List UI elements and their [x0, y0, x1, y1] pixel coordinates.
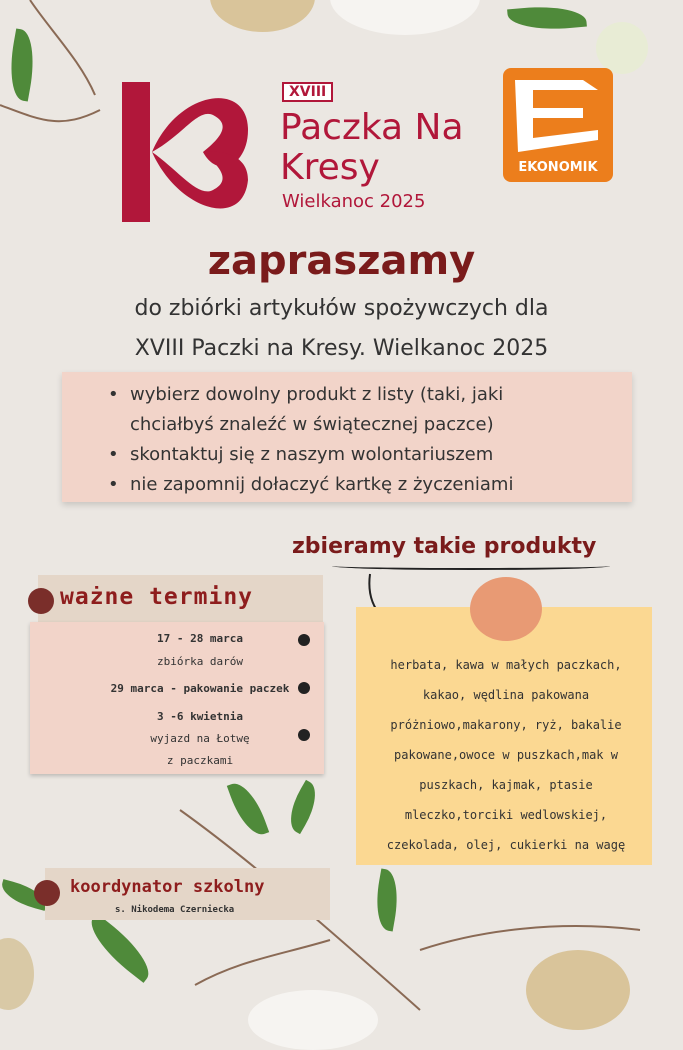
term-date: 3 -6 kwietnia	[156, 710, 244, 723]
product-line: herbata, kawa w małych paczkach,	[390, 658, 622, 672]
product-line: mleczko,torciki wedlowskiej,	[404, 808, 608, 822]
product-line: puszkach, kajmak, ptasie	[419, 778, 593, 792]
product-line: kakao, wędlina pakowana	[422, 688, 590, 702]
ekonomik-label: EKONOMIK	[518, 160, 598, 175]
step-item: • wybierz dowolny produkt z listy (taki, jaki	[108, 380, 628, 410]
intro-line-2: XVIII Paczki na Kresy. Wielkanoc 2025	[134, 336, 549, 361]
terms-panel	[30, 622, 324, 774]
coordinator-dot-icon	[34, 880, 60, 906]
campaign-title	[280, 108, 480, 188]
product-line: czekolada, olej, cukierki na wagę	[386, 838, 626, 852]
product-line: próżniowo,makarony, ryż, bakalie	[390, 718, 622, 732]
step-item: • skontaktuj się z naszym wolontariuszem	[108, 440, 628, 470]
ekonomik-e-icon	[503, 68, 613, 158]
campaign-title-text: Paczka Na Kresy	[280, 107, 464, 188]
edition-badge: XVIII	[282, 82, 333, 102]
bullet-icon	[298, 729, 310, 741]
products-list	[366, 650, 646, 860]
coordinator-name: s. Nikodema Czerniecka	[115, 905, 235, 915]
step-item: • nie zapomnij dołaczyć kartkę z życzeniami	[108, 470, 628, 500]
steps-list	[108, 380, 628, 500]
term-desc: wyjazd na Łotwę	[150, 732, 250, 745]
coordinator-heading: koordynator szkolny	[70, 877, 265, 897]
terms-heading: ważne terminy	[60, 584, 254, 610]
products-underline	[332, 562, 610, 570]
term-desc: zbiórka darów	[156, 655, 244, 668]
products-decoration-dot	[470, 577, 542, 641]
terms-dot-icon	[28, 588, 54, 614]
products-heading: zbieramy takie produkty	[292, 534, 597, 559]
term-date: 29 marca - pakowanie paczek	[110, 682, 290, 695]
intro-line-1: do zbiórki artykułów spożywczych dla	[134, 296, 549, 321]
bullet-icon	[298, 634, 310, 646]
product-line: pakowane,owoce w puszkach,mak w	[394, 748, 618, 762]
term-date: 17 - 28 marca	[156, 632, 244, 645]
paczka-logo-icon	[118, 80, 258, 230]
step-item-continuation: chciałbyś znaleźć w świątecznej paczce)	[130, 414, 494, 435]
main-heading: zapraszamy	[207, 238, 476, 284]
bullet-icon	[298, 682, 310, 694]
term-desc: z paczkami	[166, 754, 234, 767]
campaign-subtitle: Wielkanoc 2025	[282, 191, 426, 212]
